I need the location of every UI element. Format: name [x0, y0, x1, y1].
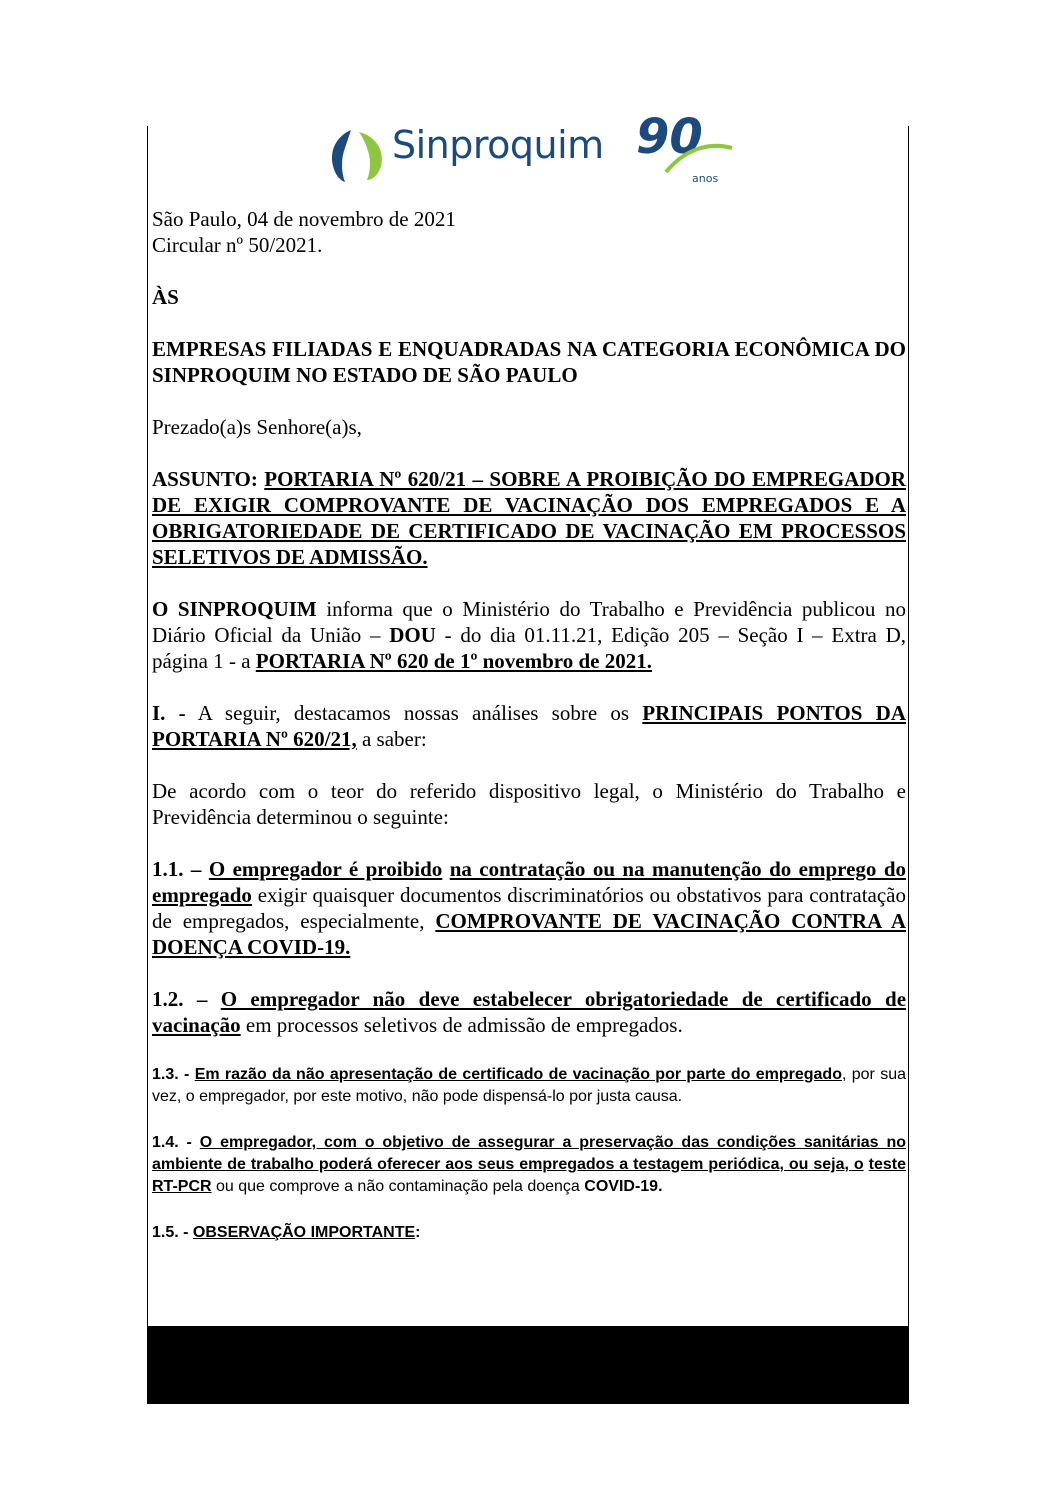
item-1-1-number: 1.1. –: [152, 857, 202, 881]
section-1-intro: [152, 700, 906, 752]
redacted-block: [147, 1326, 909, 1404]
item-1-3: [152, 1064, 906, 1108]
subject: [152, 466, 906, 570]
addressee-recipients: EMPRESAS FILIADAS E ENQUADRADAS NA CATEGORIA ECONÔMICA DO SINPROQUIM NO ESTADO DE SÃO PAULO: [152, 337, 906, 387]
item-1-1-text: exigir quaisquer documentos discriminatórios ou obstativos para contratação de empregados, especialmente,: [152, 883, 906, 933]
item-1-4-underline-1: O empregador, com o objetivo de assegurar a preservação das condições sanitárias no ambiente de trabalho poderá oferecer aos seus empregados a testagem periódica, ou seja, o: [152, 1134, 906, 1173]
subject-label: ASSUNTO:: [152, 467, 258, 491]
addressee-to: ÀS: [152, 285, 179, 309]
item-1-4: [152, 1132, 906, 1198]
sinproquim-leaf-logo-icon: [325, 128, 389, 184]
item-1-3-number: 1.3. -: [152, 1066, 190, 1083]
date-line: São Paulo, 04 de novembro de 2021: [152, 207, 456, 231]
item-1-1: [152, 856, 906, 960]
intro-text-1: informa que o Ministério do Trabalho e Previdência publicou no Diário Oficial da União –: [152, 597, 906, 647]
anniversary-badge: [636, 109, 736, 188]
intro-paragraph: [152, 596, 906, 674]
item-1-2-underline: O empregador não deve estabelecer obrigatoriedade de certificado de vacinação: [152, 987, 907, 1037]
document-page: [147, 109, 909, 1404]
item-1-2-number: 1.2. –: [152, 987, 208, 1011]
greeting: Prezado(a)s Senhore(a)s,: [152, 415, 362, 439]
item-1-4-number: 1.4. -: [152, 1134, 192, 1151]
section-1-text-1: A seguir, destacamos nossas análises sobre os: [185, 701, 643, 725]
item-1-3-underline: Em razão da não apresentação de certificado de vacinação por parte do empregado: [194, 1066, 842, 1083]
item-1-5-underline: OBSERVAÇÃO IMPORTANTE: [192, 1224, 416, 1241]
section-1-number: I. -: [152, 701, 186, 725]
item-1-4-underline-2: teste RT-PCR: [152, 1156, 906, 1195]
item-1-4-bold: COVID-19.: [584, 1178, 663, 1195]
letterhead: [152, 109, 906, 206]
circular-number: Circular nº 50/2021.: [152, 233, 323, 257]
subject-text: PORTARIA Nº 620/21 – SOBRE A PROIBIÇÃO DO EMPREGADOR DE EXIGIR COMPROVANTE DE VACINAÇÃO DOS EMPREGADOS E A OBRIGATORIEDADE DE CERTIFICADO DE VACINAÇÃO EM PROCESSOS SELETIVOS DE ADMISSÃO.: [152, 467, 907, 569]
item-1-3-text: , por sua vez, o empregador, por este motivo, não pode dispensá-lo por justa causa.: [152, 1066, 906, 1105]
item-1-5: [152, 1222, 906, 1244]
item-1-1-underline-1: O empregador é proibido: [208, 857, 443, 881]
intro-text-2: - do dia 01.11.21, Edição 205 – Seção I – Extra D, página 1 - a: [152, 623, 907, 673]
item-1-5-colon: :: [415, 1224, 421, 1241]
item-1-1-underline-3: COMPROVANTE DE VACINAÇÃO CONTRA A DOENÇA COVID-19.: [152, 909, 906, 959]
dou-abbrev: DOU: [389, 623, 436, 647]
org-name: O SINPROQUIM: [152, 597, 317, 621]
section-1-highlight: PRINCIPAIS PONTOS DA PORTARIA Nº 620/21,: [152, 701, 906, 751]
item-1-5-number: 1.5. -: [152, 1224, 189, 1241]
anniversary-number: 90: [636, 109, 703, 165]
anniversary-word: anos: [692, 172, 719, 185]
anniversary-swoosh-icon: [636, 128, 736, 188]
item-1-1-underline-2: na contratação ou na manutenção do emprego do empregado: [152, 857, 907, 907]
item-1-4-text: ou que comprove a não contaminação pela doença: [211, 1178, 585, 1195]
section-1-text-2: a saber:: [356, 727, 427, 751]
item-1-2: [152, 986, 906, 1038]
document-content: [152, 109, 907, 1244]
context-paragraph: De acordo com o teor do referido dispositivo legal, o Ministério do Trabalho e Previdência determinou o seguinte:: [152, 779, 906, 829]
brand-name: Sinproquim: [392, 123, 604, 167]
portaria-reference: PORTARIA Nº 620 de 1º novembro de 2021.: [255, 649, 652, 673]
item-1-2-text: em processos seletivos de admissão de empregados.: [240, 1013, 683, 1037]
